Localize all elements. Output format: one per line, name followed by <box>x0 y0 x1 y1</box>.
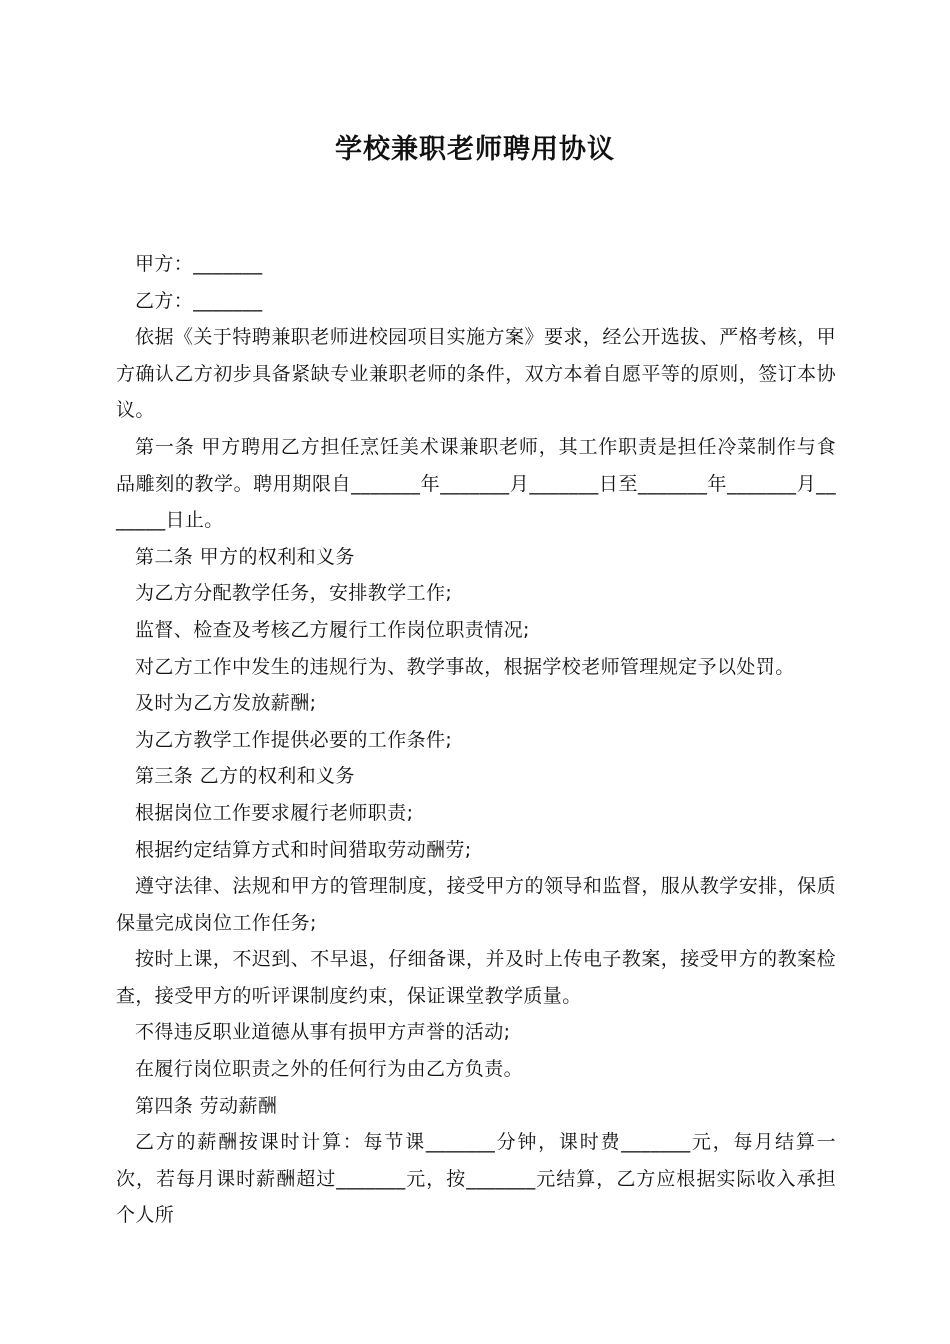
document-title: 学校兼职老师聘用协议 <box>335 134 615 165</box>
article-2-item: 监督、检查及考核乙方履行工作岗位职责情况; <box>135 618 530 641</box>
party-b-line: 乙方：_______ <box>135 289 263 312</box>
article-3-item: 根据岗位工作要求履行老师职责; <box>135 801 414 824</box>
article-3-item: 遵守法律、法规和甲方的管理制度，接受甲方的领导和监督，服从教学安排，保质保量完成岗位工作任务; <box>116 875 836 934</box>
article-2-item: 为乙方分配教学任务，安排教学工作; <box>135 582 453 605</box>
article-3-item: 根据约定结算方式和时间猎取劳动酬劳; <box>135 838 472 861</box>
article-4-paragraph: 乙方的薪酬按课时计算：每节课_______分钟，课时费_______元，每月结算一次，若每月课时薪酬超过_______元，按_______元结算，乙方应根据实际收入承担个人所 <box>116 1131 836 1227</box>
article-2-heading: 第二条 甲方的权利和义务 <box>135 545 355 568</box>
article-2-item: 为乙方教学工作提供必要的工作条件; <box>135 728 453 751</box>
preamble-paragraph: 依据《关于特聘兼职老师进校园项目实施方案》要求，经公开选拔、严格考核，甲方确认乙方初步具备紧缺专业兼职老师的条件，双方本着自愿平等的原则，签订本协议。 <box>116 326 836 422</box>
article-1-paragraph: 第一条 甲方聘用乙方担任烹饪美术课兼职老师，其工作职责是担任冷菜制作与食品雕刻的教学。聘用期限自_______年_______月_______日至_______年_______月_______日止。 <box>116 435 836 532</box>
party-a-line: 甲方：_______ <box>135 253 263 275</box>
document-body <box>116 246 836 1234</box>
article-3-item: 不得违反职业道德从事有损甲方声誉的活动; <box>135 1021 511 1044</box>
article-2-item: 及时为乙方发放薪酬; <box>135 692 317 715</box>
article-3-heading: 第三条 乙方的权利和义务 <box>135 765 355 788</box>
article-3-item: 在履行岗位职责之外的任何行为由乙方负责。 <box>135 1058 524 1081</box>
article-4-heading: 第四条 劳动薪酬 <box>135 1094 278 1117</box>
article-2-item: 对乙方工作中发生的违规行为、教学事故，根据学校老师管理规定予以处罚。 <box>135 655 795 678</box>
article-3-item: 按时上课，不迟到、不早退，仔细备课，并及时上传电子教案，接受甲方的教案检查，接受甲方的听评课制度约束，保证课堂教学质量。 <box>116 948 836 1007</box>
